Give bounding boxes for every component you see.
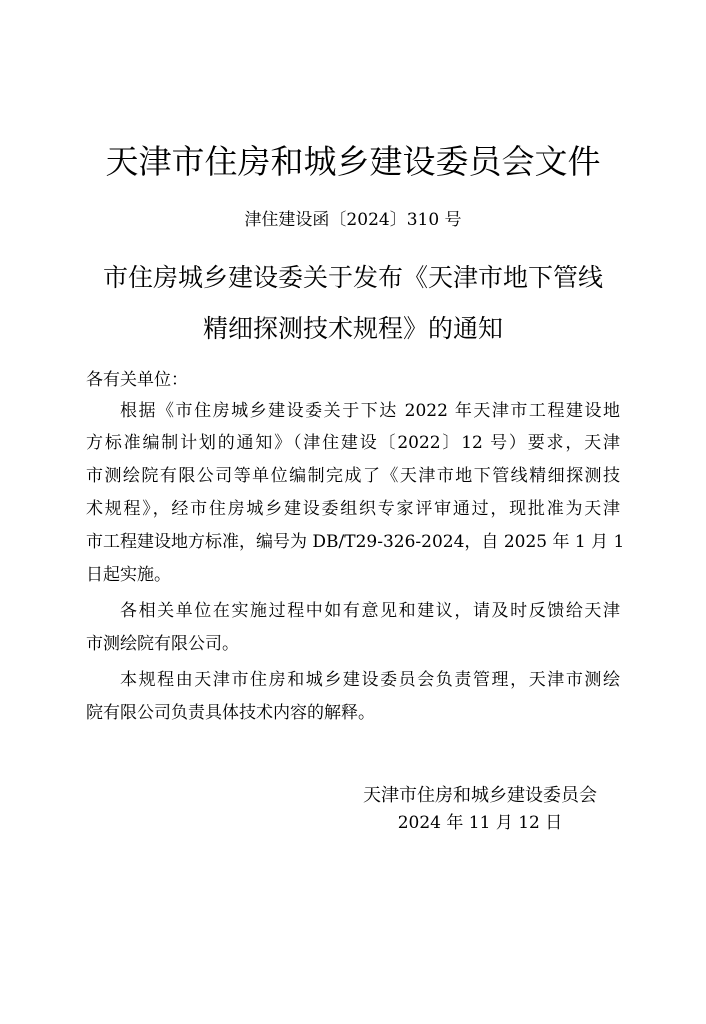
paragraph-1-line: 市测绘院有限公司等单位编制完成了《天津市地下管线精细探测技 <box>86 466 620 486</box>
signature-organization: 天津市住房和城乡建设委员会 <box>363 785 597 806</box>
paragraph-3-line: 本规程由天津市住房和城乡建设委员会负责管理，天津市测绘 <box>120 670 620 690</box>
paragraph-1-line: 术规程》，经市住房城乡建设委组织专家评审通过，现批准为天津 <box>86 499 620 519</box>
signature-date: 2024 年 11 月 12 日 <box>397 813 563 833</box>
salutation: 各有关单位： <box>86 370 188 390</box>
paragraph-2-line: 市测绘院有限公司。 <box>86 634 239 654</box>
document-header-title: 天津市住房和城乡建设委员会文件 <box>105 142 601 181</box>
paragraph-1-line: 根据《市住房城乡建设委关于下达 2022 年天津市工程建设地 <box>120 401 620 421</box>
notice-title-line-2: 精细探测技术规程》的通知 <box>202 314 503 343</box>
paragraph-1-line: 方标准编制计划的通知》（津住建设〔2022〕12 号）要求，天津 <box>86 433 620 453</box>
paragraph-1-line: 日起实施。 <box>86 565 171 585</box>
document-number: 津住建设函〔2024〕310 号 <box>244 210 462 230</box>
paragraph-1-line: 市工程建设地方标准，编号为 DB/T29-326-2024，自 2025 年 1 月 1 <box>86 532 625 552</box>
paragraph-2-line: 各相关单位在实施过程中如有意见和建议，请及时反馈给天津 <box>120 601 620 621</box>
notice-title-line-1: 市住房城乡建设委关于发布《天津市地下管线 <box>102 263 603 292</box>
paragraph-3-line: 院有限公司负责具体技术内容的解释。 <box>86 703 375 723</box>
